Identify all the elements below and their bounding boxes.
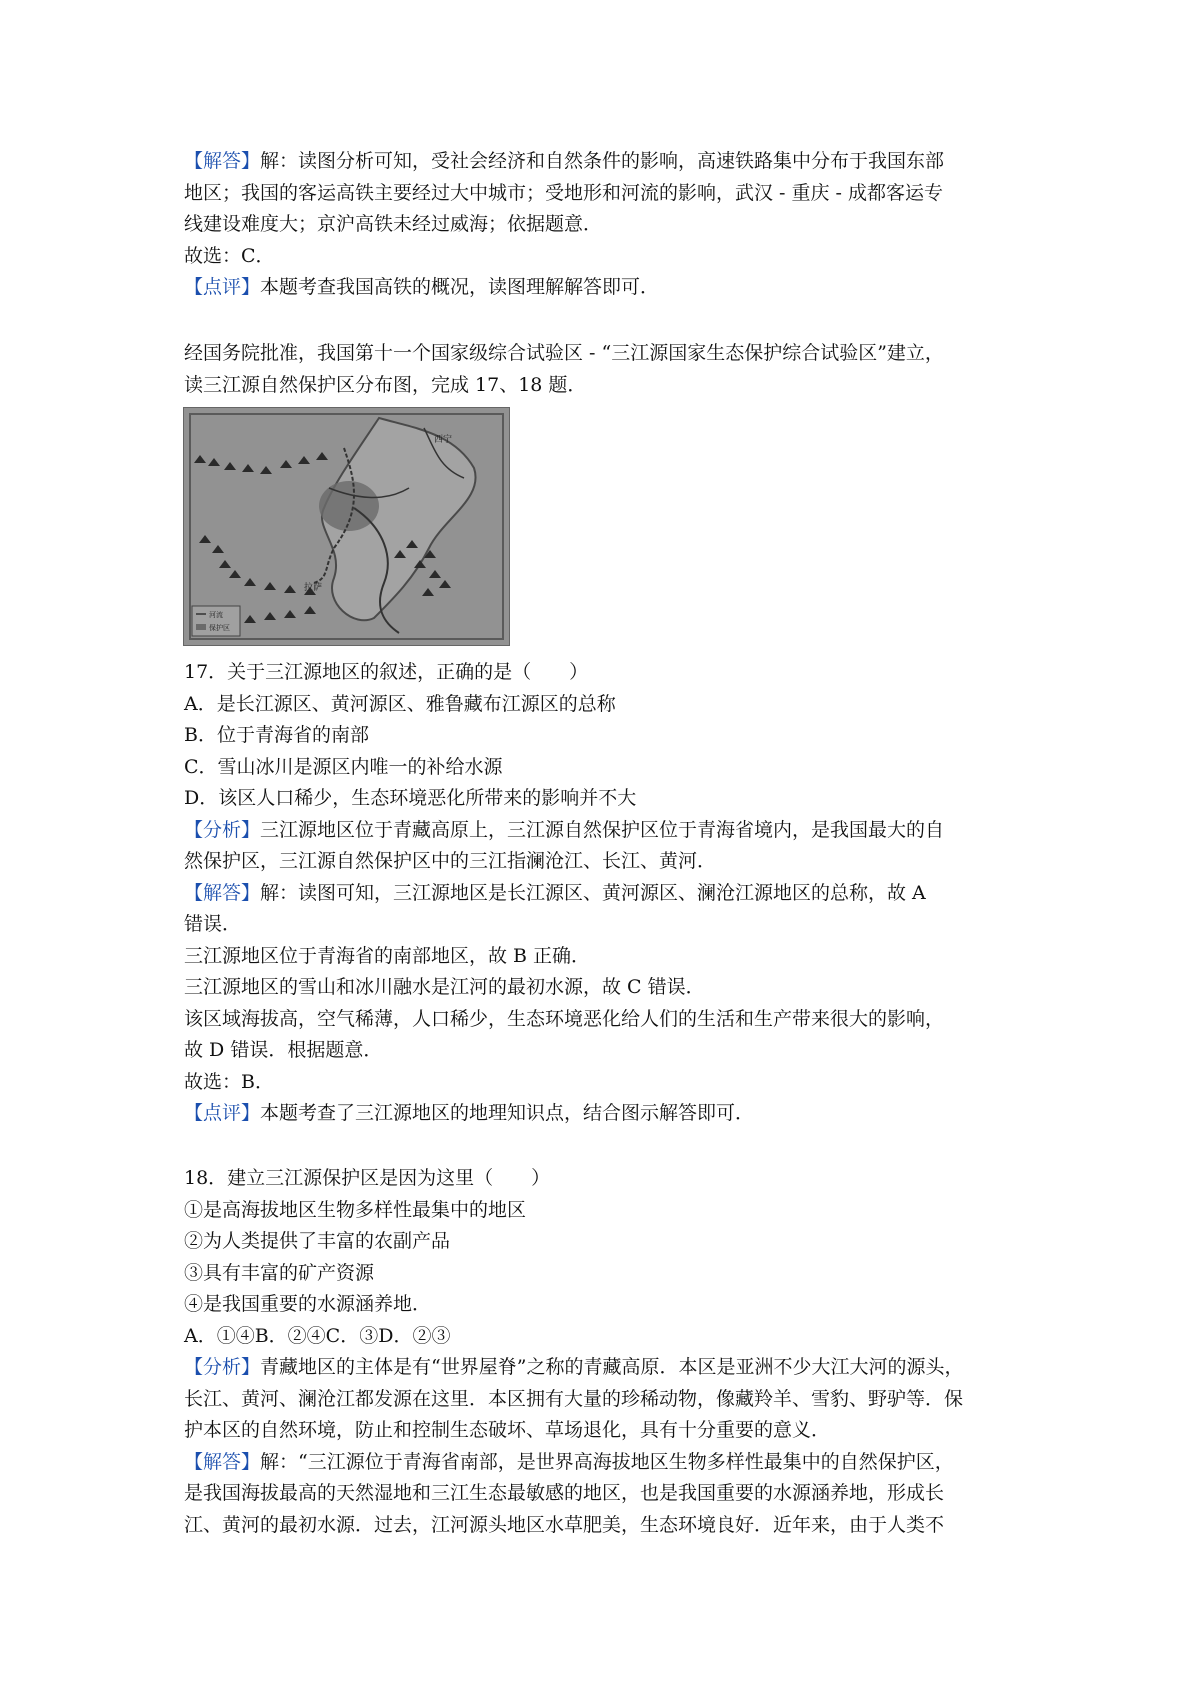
q17-option-b: B．位于青海省的南部 [184,724,369,746]
q18-answer-line-3: 江、黄河的最初水源．过去，江河源头地区水草肥美，生态环境良好．近年来，由于人类不 [184,1513,945,1536]
q18-item-4: ④是我国重要的水源涵养地． [184,1293,432,1315]
answer-tag: 【解答】 [184,881,261,904]
intro-line-2: 读三江源自然保护区分布图，完成 17、18 题． [184,373,587,396]
analysis-tag: 【分析】 [184,818,261,841]
q17-answer-line-2: 错误． [184,913,242,935]
question-17-block [184,657,1034,1130]
q18-analysis-line-3: 护本区的自然环境，防止和控制生态破坏、草场退化，具有十分重要的意义． [184,1419,831,1441]
q18-item-1: ①是高海拔地区生物多样性最集中的地区 [184,1198,527,1221]
intro-line-1: 经国务院批准，我国第十一个国家级综合试验区 - “三江源国家生态保护综合试验区”建立， [184,342,944,364]
prev-answer-line-1: 【解答】解：读图分析可知，受社会经济和自然条件的影响，高速铁路集中分布于我国东部 [184,150,945,172]
comment-tag: 【点评】 [184,276,261,298]
answer-tag: 【解答】 [184,150,261,172]
q17-option-c: C．雪山冰川是源区内唯一的补给水源 [184,755,503,778]
comment-tag: 【点评】 [184,1102,261,1124]
q17-comment-line: 【点评】本题考查了三江源地区的地理知识点，结合图示解答即可． [184,1102,755,1124]
analysis-tag: 【分析】 [184,1356,261,1378]
q18-analysis-line-2: 长江、黄河、澜沧江都发源在这里．本区拥有大量的珍稀动物，像藏羚羊、雪豹、野驴等．保 [184,1387,964,1410]
legend-river-label: 河流 [209,611,223,619]
q18-item-2: ②为人类提供了丰富的农副产品 [184,1230,451,1252]
map-drawing [184,408,509,645]
prev-answer-line-3: 线建设难度大；京沪高铁未经过威海；依据题意． [184,213,603,235]
q17-answer-line-3: 三江源地区位于青海省的南部地区，故 B 正确． [184,944,591,967]
sanjiangyuan-map-image [183,407,510,646]
q18-item-3: ③具有丰富的矿产资源 [184,1261,375,1284]
q17-option-a: A．是长江源区、黄河源区、雅鲁藏布江源区的总称 [184,692,616,715]
q17-answer-line-6: 故 D 错误．根据题意． [184,1039,383,1061]
map-label-lhasa: 拉萨 [304,583,323,593]
q18-options: A．①④B．②④C．③D．②③ [184,1324,451,1347]
legend-reserve-label: 保护区 [209,624,230,632]
q17-stem: 17．关于三江源地区的叙述，正确的是（ ） [184,661,589,683]
q18-analysis-line-1: 【分析】青藏地区的主体是有“世界屋脊”之称的青藏高原．本区是亚洲不少大江大河的源头， [184,1356,964,1378]
prev-answer-block [184,146,1034,304]
q17-choice: 故选：B． [184,1070,274,1093]
prev-answer-line-2: 地区；我国的客运高铁主要经过大中城市；受地形和河流的影响，武汉 - 重庆 - 成都客运专 [184,181,944,204]
map-label-xining: 西宁 [434,435,453,445]
q17-answer-line-4: 三江源地区的雪山和冰川融水是江河的最初水源，故 C 错误． [184,976,705,998]
answer-tag: 【解答】 [184,1450,261,1473]
q17-answer-line-1: 【解答】解：读图可知，三江源地区是长江源区、黄河源区、澜沧江源地区的总称，故 A [184,881,926,904]
q18-stem: 18．建立三江源保护区是因为这里（ ） [184,1167,551,1189]
q17-answer-line-5: 该区域海拔高，空气稀薄，人口稀少，生态环境恶化给人们的生活和生产带来很大的影响， [184,1007,945,1030]
q18-answer-line-1: 【解答】解：“三江源位于青海省南部，是世界高海拔地区生物多样性最集中的自然保护区， [184,1450,954,1473]
q17-option-d: D．该区人口稀少，生态环境恶化所带来的影响并不大 [184,787,637,809]
q18-answer-line-2: 是我国海拔最高的天然湿地和三江生态最敏感的地区，也是我国重要的水源涵养地，形成长 [184,1482,945,1504]
q17-analysis-line-2: 然保护区，三江源自然保护区中的三江指澜沧江、长江、黄河． [184,850,717,872]
prev-answer-choice: 故选：C． [184,244,275,267]
prev-comment-line: 【点评】本题考查我国高铁的概况，读图理解解答即可． [184,276,660,298]
question-18-block [184,1163,1034,1541]
intro-block [184,338,1034,401]
q17-analysis-line-1: 【分析】三江源地区位于青藏高原上，三江源自然保护区位于青海省境内，是我国最大的自 [184,818,945,841]
